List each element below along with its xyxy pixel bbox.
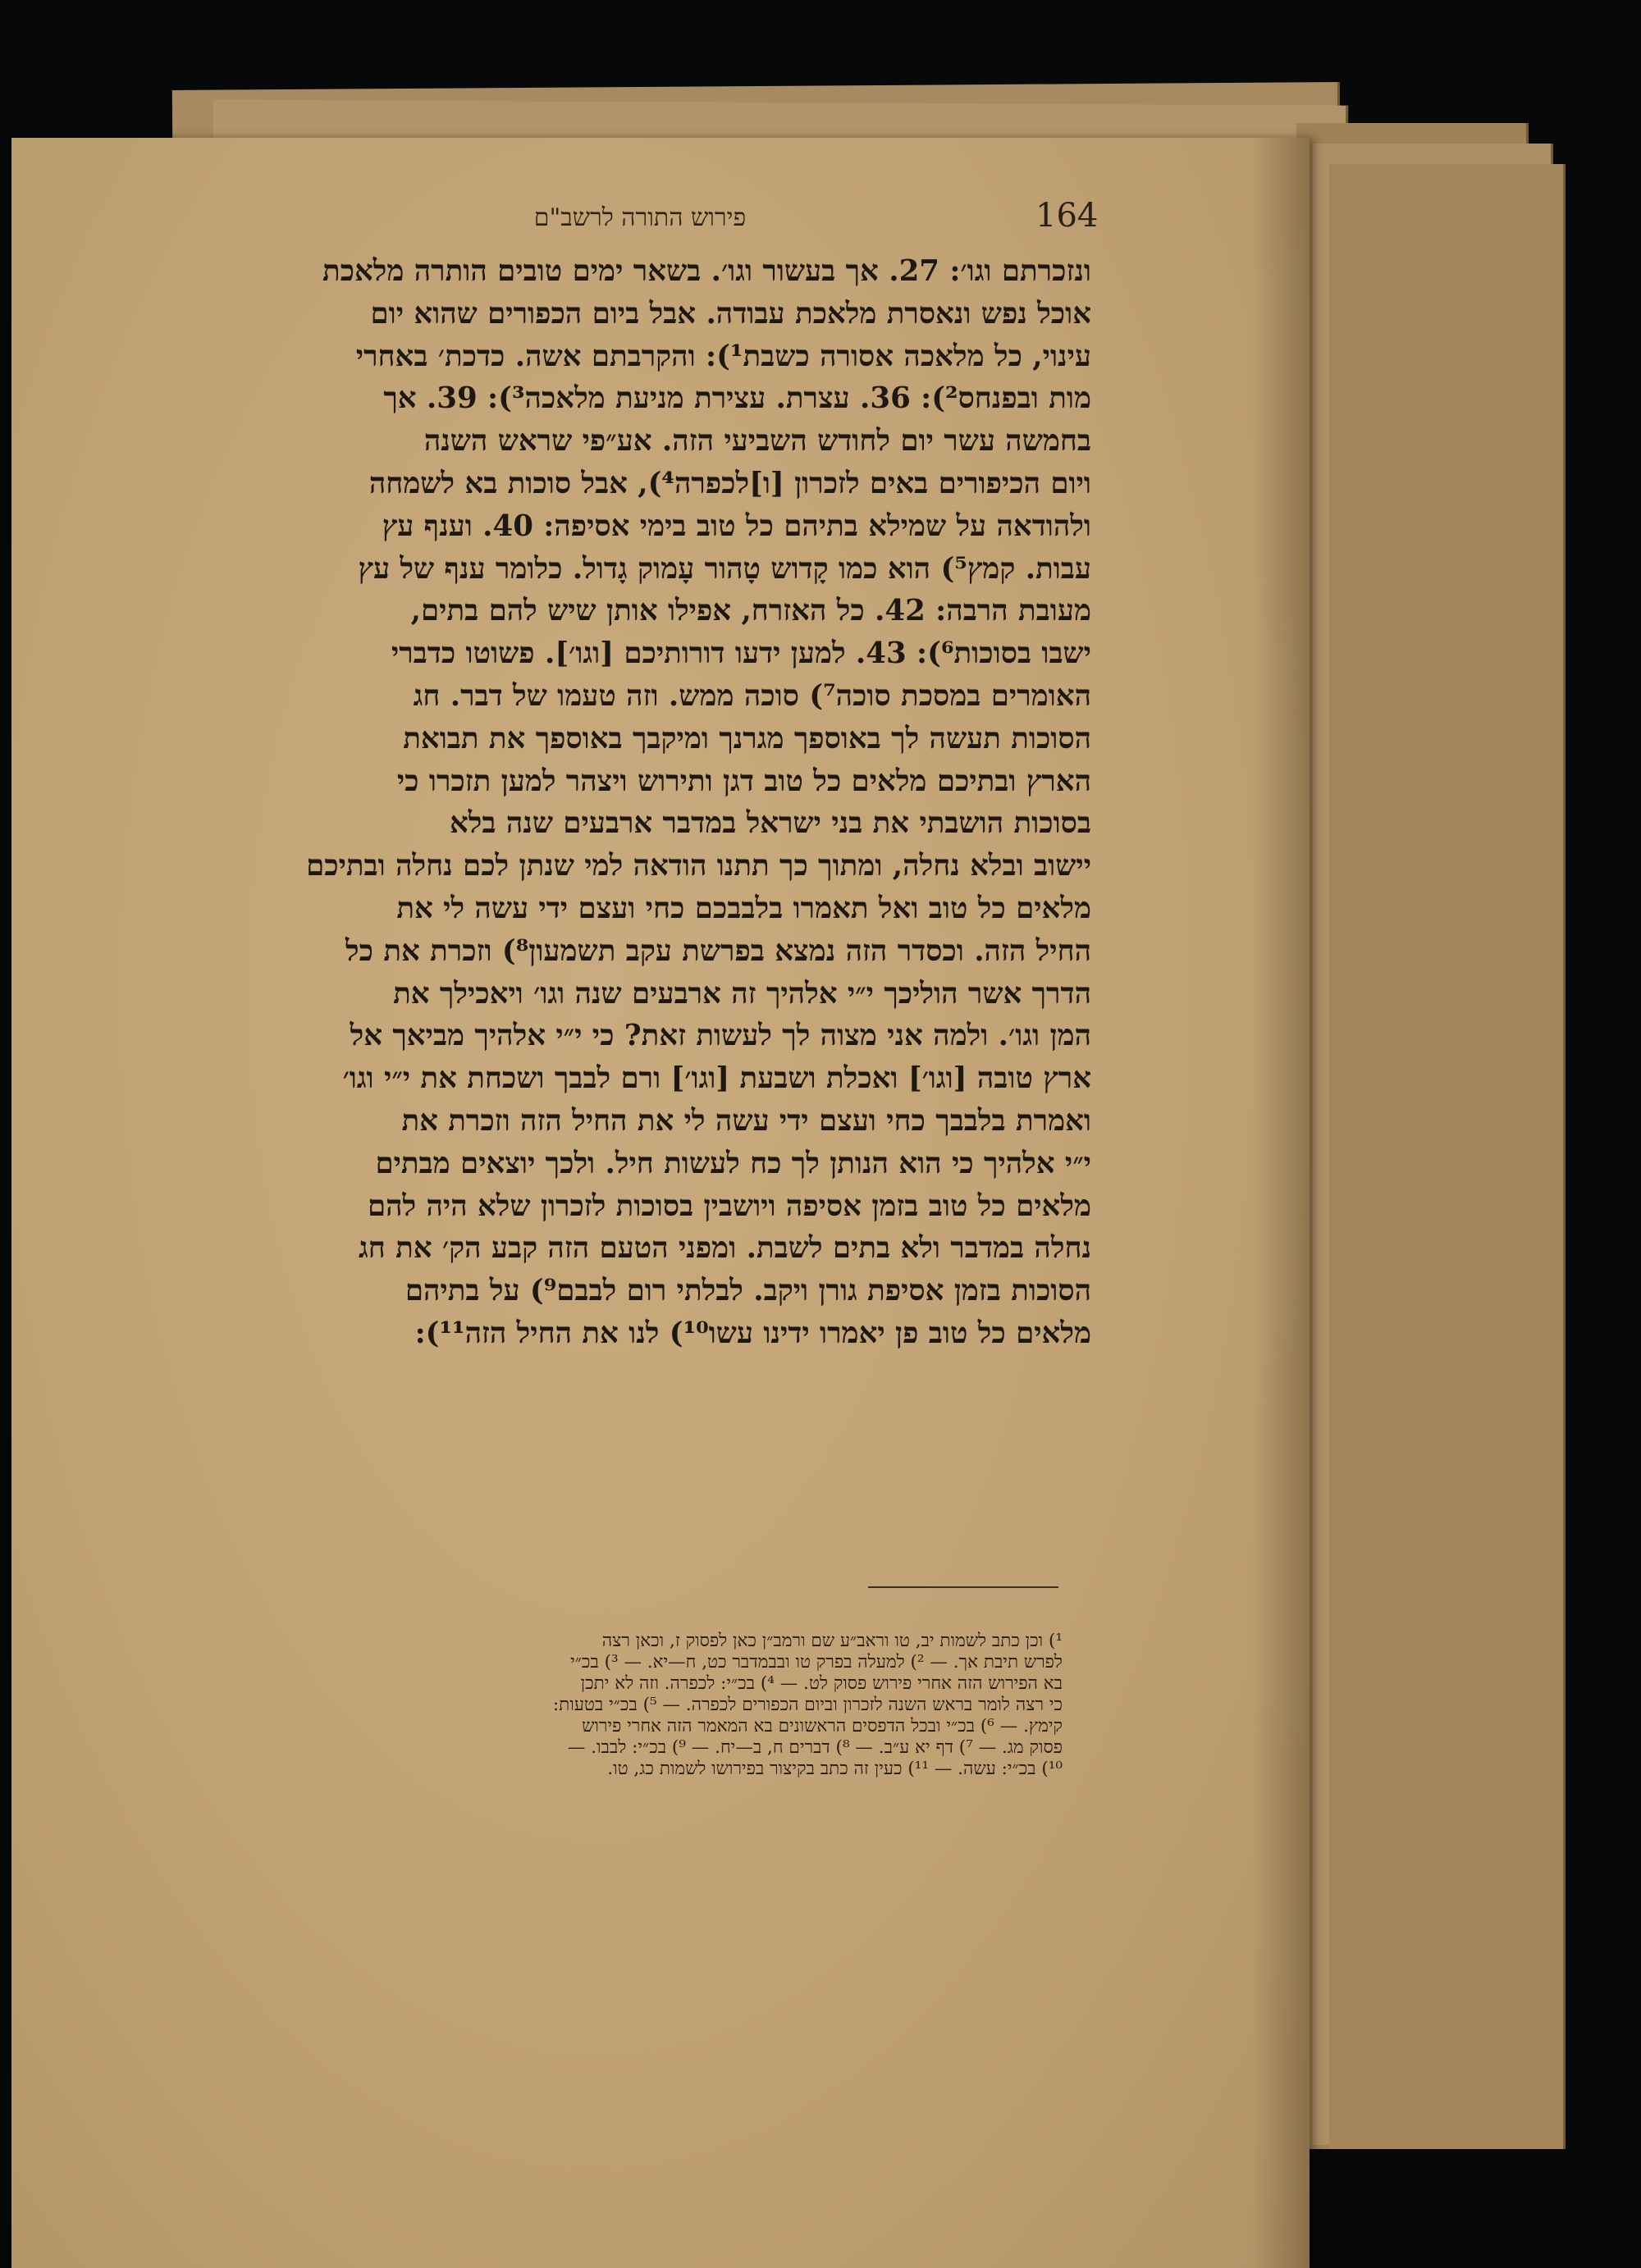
text-line: הסוכות בזמן אסיפת גורן ויקב. לבלתי רום לבבם⁹) על בתיהם: [405, 1274, 1091, 1308]
text-line: ארץ טובה [וגו׳] ואכלת ושבעת [וגו׳] ורם לבבך ושכחת את י״י וגו׳: [342, 1061, 1091, 1096]
text-line: ואמרת בלבבך כחי ועצם ידי עשה לי את החיל הזה וזכרת את: [401, 1103, 1091, 1138]
text-line: מלאים כל טוב פן יאמרו ידינו עשו¹⁰) לנו את החיל הזה¹¹):: [414, 1316, 1091, 1350]
text-line: הארץ ובתיכם מלאים כל טוב דגן ותירוש ויצהר למען תזכרו כי: [396, 764, 1091, 798]
footnote-line: קימץ. — ⁶) בכ״י ובכל הדפסים הראשונים בא המאמר הזה אחרי פירוש: [582, 1716, 1063, 1736]
running-head: פירוש התורה לרשב"ם: [533, 203, 747, 232]
text-line: יישוב ובלא נחלה, ומתוך כך תתנו הודאה למי שנתן לכם נחלה ובתיכם: [306, 849, 1091, 883]
text-line: הסוכות תעשה לך באוספך מגרנך ומיקבך באוספך את תבואת: [403, 721, 1091, 755]
text-line: המן וגו׳. ולמה אני מצוה לך לעשות זאת? כי י״י אלהיך מביאך אל: [350, 1019, 1091, 1053]
text-line: עבות. קמץ⁵) הוא כמו קָדוש טָהור עָמוק גָדול. כלומר ענף של עץ: [358, 551, 1091, 586]
text-line: י״י אלהיך כי הוא הנותן לך כח לעשות חיל. ולכך יוצאים מבתים: [375, 1146, 1091, 1180]
text-line: מעובת הרבה: 42. כל האזרח, אפילו אותן שיש להם בתים,: [410, 594, 1091, 628]
page-edge-stack-3: [1329, 164, 1566, 2149]
text-line: מלאים כל טוב בזמן אסיפה ויושבין בסוכות לזכרון שלא היה להם: [367, 1189, 1091, 1223]
footnote-line: פסוק מג. — ⁷) דף יא ע״ב. — ⁸) דברים ח, ב—יח. — ⁹) בכ״י: לבבו. —: [567, 1737, 1063, 1758]
text-line: נחלה במדבר ולא בתים לשבת. ומפני הטעם הזה קבע הק׳ את חג: [359, 1231, 1091, 1266]
text-line: ויום הכיפורים באים לזכרון [ו]לכפרה⁴), אבל סוכות בא לשמחה: [368, 466, 1091, 500]
text-line: בחמשה עשר יום לחודש השביעי הזה. אע״פי שראש השנה: [423, 424, 1091, 459]
footnotes-block: [131, 1631, 1063, 1780]
text-line: בסוכות הושבתי את בני ישראל במדבר ארבעים שנה בלא: [449, 806, 1091, 841]
text-line: אוכל נפש ונאסרת מלאכת עבודה. אבל ביום הכפורים שהוא יום: [370, 296, 1091, 331]
text-line: הדרך אשר הוליכך י״י אלהיך זה ארבעים שנה וגו׳ ויאכילך את: [393, 976, 1091, 1011]
footnote-separator: [868, 1586, 1058, 1588]
text-line: מלאים כל טוב ואל תאמרו בלבבכם כחי ועצם ידי עשה לי את: [396, 891, 1091, 925]
page-gutter-shadow: [1252, 138, 1310, 2268]
text-line: עינוי, כל מלאכה אסורה כשבת¹): והקרבתם אשה. כדכת׳ באחרי: [355, 339, 1091, 373]
main-text-block: [149, 250, 1091, 1355]
text-line: מות ובפנחס²): 36. עצרת. עצירת מניעת מלאכה³): 39. אך: [383, 381, 1091, 416]
footnote-line: ¹⁰) בכ״י: עשה. — ¹¹) כעין זה כתב בקיצור בפירושו לשמות כג, טו.: [607, 1759, 1063, 1779]
footnote-line: ¹) וכן כתב לשמות יב, טו וראב״ע שם ורמב״ן כאן לפסוק ז, וכאן רצה: [601, 1631, 1063, 1651]
footnote-line: לפרש תיבת אך. — ²) למעלה בפרק טו ובבמדבר כט, ח—יא. — ³) בכ״י: [570, 1652, 1063, 1672]
footnote-line: כי רצה לומר בראש השנה לזכרון וביום הכפורים לכפרה. — ⁵) בכ״י בטעות:: [552, 1695, 1063, 1715]
text-line: האומרים במסכת סוכה⁷) סוכה ממש. וזה טעמו של דבר. חג: [413, 678, 1091, 713]
text-line: ולהודאה על שמילא בתיהם כל טוב בימי אסיפה: 40. וענף עץ: [382, 509, 1091, 543]
text-line: ישבו בסוכות⁶): 43. למען ידעו דורותיכם [וגו׳]. פשוטו כדברי: [391, 637, 1091, 671]
text-line: ונזכרתם וגו׳: 27. אך בעשור וגו׳. בשאר ימים טובים הותרה מלאכת: [322, 254, 1091, 288]
page-number: 164: [1035, 197, 1099, 235]
text-line: החיל הזה. וכסדר הזה נמצא בפרשת עקב תשמעון⁸) וזכרת את כל: [345, 933, 1091, 968]
footnote-line: בא הפירוש הזה אחרי פירוש פסוק לט. — ⁴) בכ״י: לכפרה. וזה לא יתכן: [580, 1673, 1063, 1694]
